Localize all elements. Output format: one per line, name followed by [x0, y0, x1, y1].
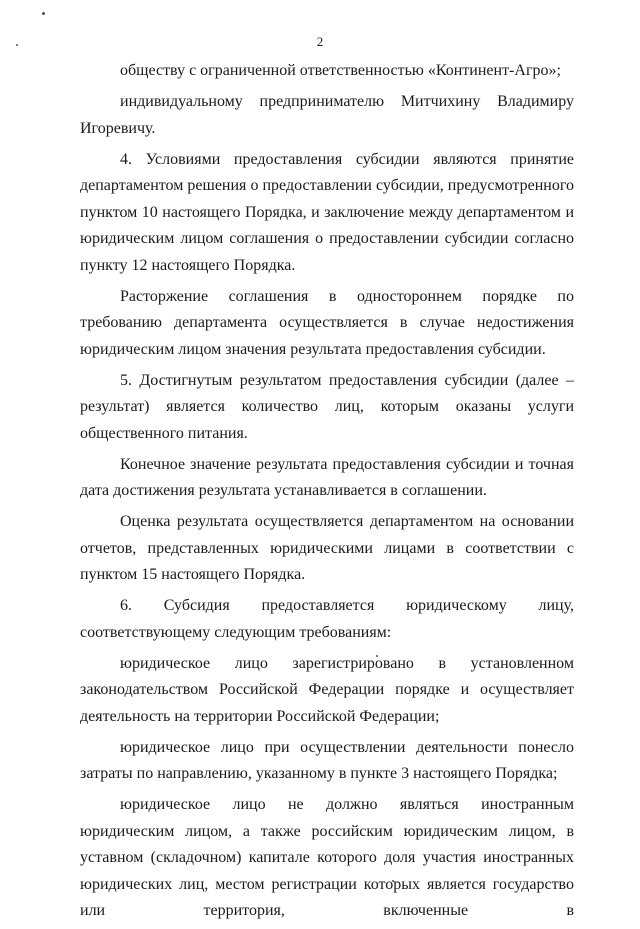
paragraph-recipient-ip: индивидуальному предпринимателю Митчихину Владимиру Игоревичу.	[80, 93, 574, 137]
paragraph-recipient-llc: обществу с ограниченной ответственностью «Континент-Агро»;	[120, 62, 561, 79]
paragraph-requirement-costs: юридическое лицо при осуществлении деятельности понесло затраты по направлению, указанному в пункте 3 настоящего Порядка;	[80, 738, 574, 782]
paragraph-termination: Расторжение соглашения в одностороннем порядке по требованию департамента осуществляется в случае недостижения юридическим лицом значения результата предоставления субсидии.	[80, 287, 574, 358]
scan-speck	[42, 12, 45, 15]
paragraph-clause-6: 6. Субсидия предоставляется юридическому лицу, соответствующему следующим требованиям:	[80, 597, 574, 641]
paragraph-clause-4: 4. Условиями предоставления субсидии являются принятие департаментом решения о предоставлении субсидии, предусмотренного пунктом 10 настоящего Порядка, и заключение между департаментом и юридическим лицом соглашения о предоставлении субсидии согласно пункту 12 настоящего Порядка.	[80, 150, 574, 274]
page-number: 2	[316, 34, 324, 49]
paragraph-requirement-foreign: юридическое лицо не должно являться иностранным юридическим лицом, а также российским юридическим лицом, в уставном (складочном) капитале которого доля участия иностранных юридических лиц, местом регистрации которых является государство или территория, включенные в	[80, 796, 574, 919]
paragraph-clause-5: 5. Достигнутым результатом предоставления субсидии (далее – результат) является количество лиц, которым оказаны услуги общественного питания.	[80, 371, 574, 442]
paragraph-requirement-registration: юридическое лицо зарегистрировано в установленном законодательством Российской Федерации порядке и осуществляет деятельность на территории Российской Федерации;	[80, 654, 574, 725]
document-body	[80, 58, 574, 929]
scan-speck	[16, 44, 18, 46]
paragraph-assessment: Оценка результата осуществляется департаментом на основании отчетов, представленных юридическими лицами в соответствии с пунктом 15 настоящего Порядка.	[80, 513, 574, 583]
paragraph-final-value: Конечное значение результата предоставления субсидии и точная дата достижения результата устанавливается в соглашении.	[80, 455, 574, 499]
